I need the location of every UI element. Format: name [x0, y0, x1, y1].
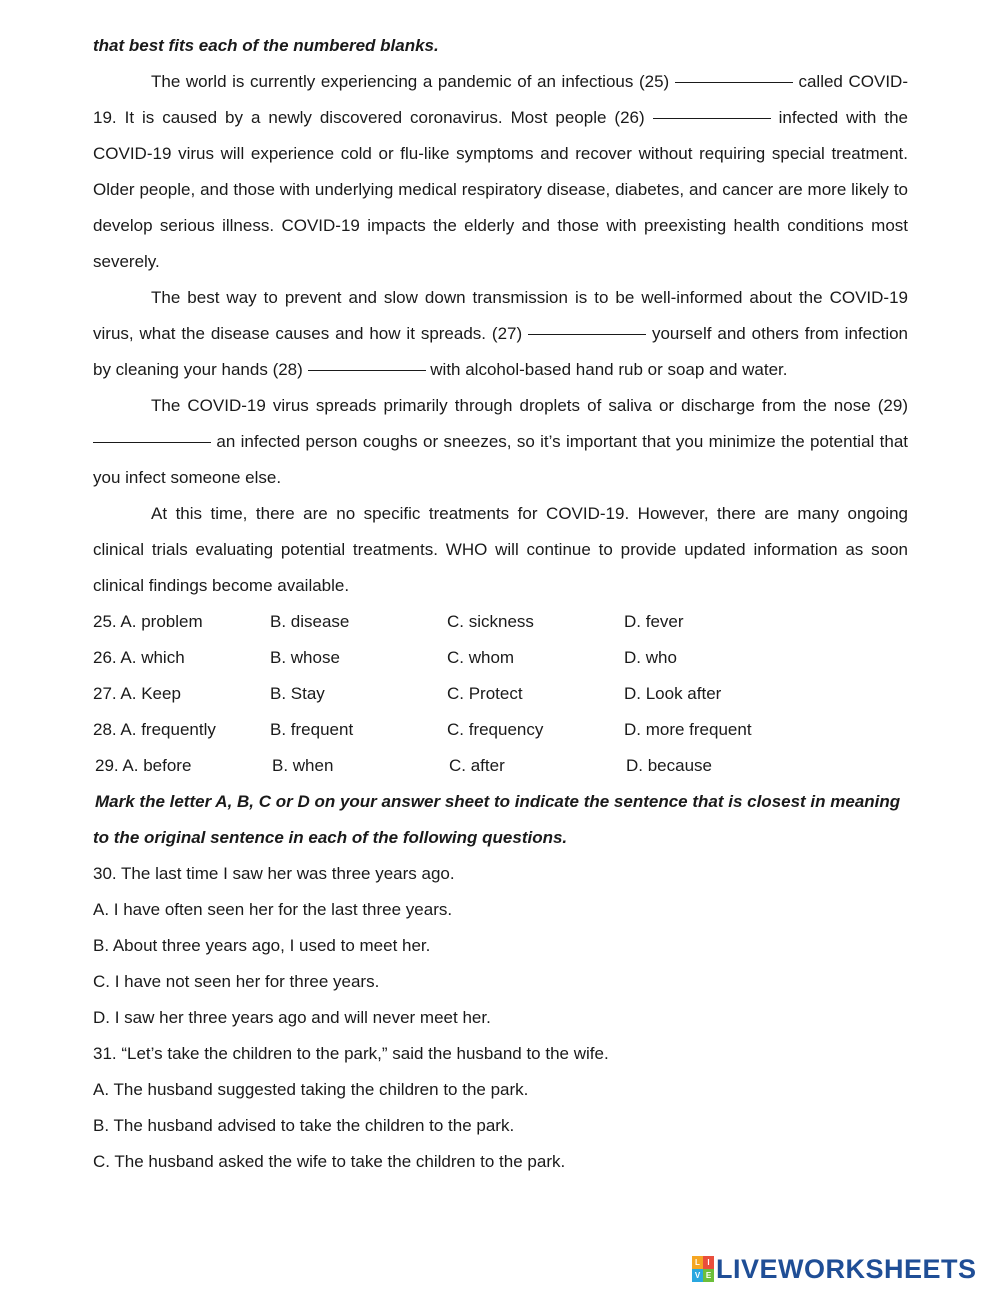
option-25-b[interactable]: B. disease	[270, 612, 350, 631]
blank-27[interactable]	[528, 333, 646, 335]
question-30-stem: 30. The last time I saw her was three years ago.	[93, 864, 455, 883]
options-row-25	[93, 604, 908, 640]
p2-text-c: with alcohol-based hand rub or soap and water.	[430, 360, 788, 379]
question-31-option-b[interactable]: B. The husband advised to take the children to the park.	[93, 1116, 515, 1135]
p1-text-b: called COVID-19. It is caused by a newly discovered coronavirus. Most people (26)	[93, 72, 908, 127]
question-list	[93, 856, 908, 1180]
blank-26[interactable]	[653, 117, 771, 119]
option-26-a[interactable]: 26. A. which	[93, 648, 185, 667]
blank-28[interactable]	[308, 369, 426, 371]
option-26-c[interactable]: C. whom	[447, 648, 515, 667]
p2-text-a: The best way to prevent and slow down transmission is to be well-informed about the COVID-19 virus, what the disease causes and how it spreads. (27)	[93, 288, 908, 343]
option-28-c[interactable]: C. frequency	[447, 720, 544, 739]
option-26-d[interactable]: D. who	[624, 648, 677, 667]
p3-text-a: The COVID-19 virus spreads primarily through droplets of saliva or discharge from the nose (29)	[151, 396, 908, 415]
options-list	[93, 604, 908, 784]
question-30-option-b[interactable]: B. About three years ago, I used to meet her.	[93, 936, 431, 955]
question-31-stem: 31. “Let’s take the children to the park,” said the husband to the wife.	[93, 1044, 609, 1063]
logo-mark-v: V	[692, 1269, 703, 1282]
options-row-26	[93, 640, 908, 676]
question-31-option-a[interactable]: A. The husband suggested taking the children to the park.	[93, 1080, 529, 1099]
p1-text-a: The world is currently experiencing a pandemic of an infectious (25)	[151, 72, 670, 91]
instruction-line-1: Mark the letter A, B, C or D on your answer sheet to indicate the sentence that is closest in meaning	[95, 792, 901, 811]
option-27-d[interactable]: D. Look after	[624, 684, 722, 703]
options-row-29	[93, 748, 908, 784]
logo-mark-l: L	[692, 1256, 703, 1269]
option-25-d[interactable]: D. fever	[624, 612, 684, 631]
option-28-d[interactable]: D. more frequent	[624, 720, 752, 739]
logo-mark-i: I	[703, 1256, 714, 1269]
paragraph-1	[93, 64, 908, 280]
option-27-c[interactable]: C. Protect	[447, 684, 523, 703]
option-28-a[interactable]: 28. A. frequently	[93, 720, 216, 739]
options-row-28	[93, 712, 908, 748]
logo-mark-e: E	[703, 1269, 714, 1282]
question-31-option-c[interactable]: C. The husband asked the wife to take the children to the park.	[93, 1152, 566, 1171]
option-29-d[interactable]: D. because	[626, 756, 712, 775]
option-29-a[interactable]: 29. A. before	[95, 756, 192, 775]
paragraph-2	[93, 280, 908, 388]
paragraph-3	[93, 388, 908, 496]
option-25-a[interactable]: 25. A. problem	[93, 612, 203, 631]
intro-line: that best fits each of the numbered blanks.	[93, 36, 439, 55]
blank-25[interactable]	[675, 81, 793, 83]
option-29-b[interactable]: B. when	[272, 756, 334, 775]
liveworksheets-logo	[692, 1254, 977, 1284]
p3-text-b: an infected person coughs or sneezes, so it’s important that you minimize the potential that you infect someone else.	[93, 432, 909, 487]
paragraph-4: At this time, there are no specific treatments for COVID-19. However, there are many ongoing clinical trials evaluating potential treatments. WHO will continue to provide updated information as soon clinical findings become available.	[93, 504, 908, 595]
instruction-line-2: to the original sentence in each of the following questions.	[93, 828, 568, 847]
option-25-c[interactable]: C. sickness	[447, 612, 534, 631]
question-30-option-d[interactable]: D. I saw her three years ago and will never meet her.	[93, 1008, 491, 1027]
question-30-option-a[interactable]: A. I have often seen her for the last three years.	[93, 900, 453, 919]
worksheet-page	[93, 28, 908, 1180]
options-row-27	[93, 676, 908, 712]
option-27-b[interactable]: B. Stay	[270, 684, 325, 703]
option-27-a[interactable]: 27. A. Keep	[93, 684, 181, 703]
option-29-c[interactable]: C. after	[449, 756, 505, 775]
option-26-b[interactable]: B. whose	[270, 648, 340, 667]
option-28-b[interactable]: B. frequent	[270, 720, 354, 739]
p1-text-c: infected with the COVID-19 virus will experience cold or flu-like symptoms and recover without requiring special treatment. Older people, and those with underlying medical respiratory disease, diabetes, and cancer are more likely to develop serious illness. COVID-19 impacts the elderly and those with preexisting health conditions most severely.	[93, 108, 908, 271]
p2-text-b: yourself and others from infection by cleaning your hands (28)	[93, 324, 908, 379]
question-30-option-c[interactable]: C. I have not seen her for three years.	[93, 972, 380, 991]
logo-text: LIVEWORKSHEETS	[716, 1253, 977, 1284]
logo-mark-icon	[692, 1256, 714, 1282]
blank-29[interactable]	[93, 441, 211, 443]
